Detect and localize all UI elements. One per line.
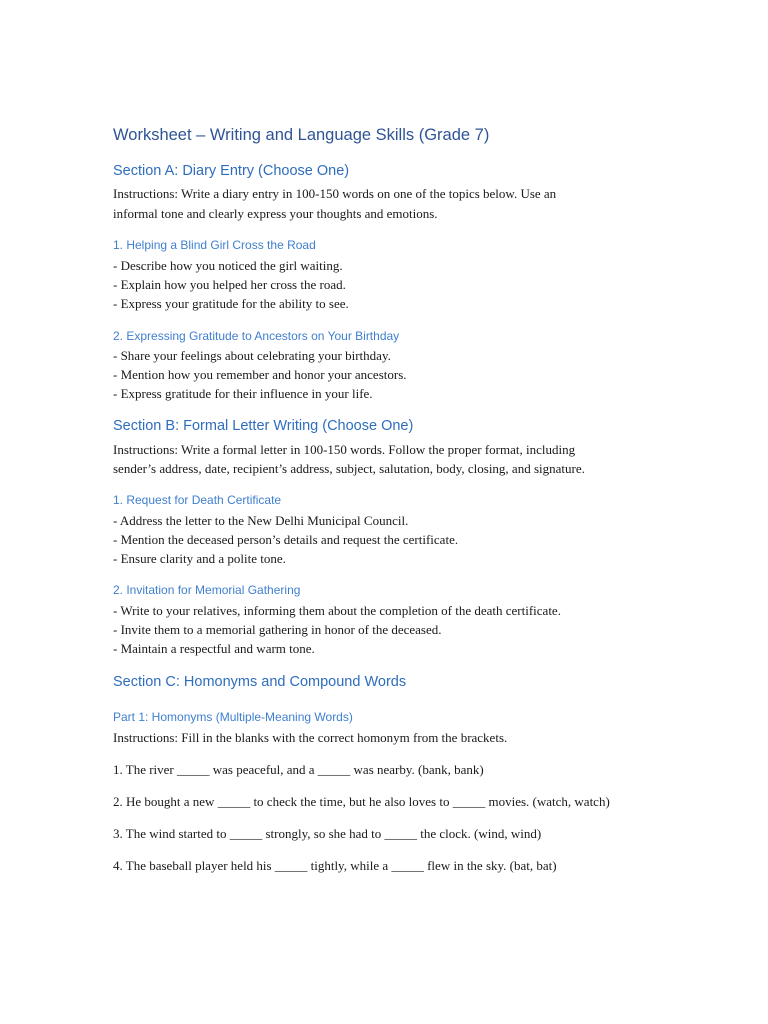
- section-a-topic-2-heading: 2. Expressing Gratitude to Ancestors on Your Birthday: [113, 329, 400, 343]
- section-b-topic-1-point: - Ensure clarity and a polite tone.: [113, 551, 286, 566]
- section-a-topic-1-point: - Describe how you noticed the girl waiting.: [113, 258, 343, 273]
- section-b-topic-1-heading: 1. Request for Death Certificate: [113, 493, 282, 507]
- section-c-part-1-heading: Part 1: Homonyms (Multiple-Meaning Words): [113, 710, 353, 724]
- section-a-instructions-line-2: informal tone and clearly express your thoughts and emotions.: [113, 206, 438, 221]
- section-b-topic-2-point: - Invite them to a memorial gathering in honor of the deceased.: [113, 622, 442, 637]
- section-a-heading: Section A: Diary Entry (Choose One): [113, 163, 350, 179]
- section-b-instructions-line-2: sender’s address, date, recipient’s address, subject, salutation, body, closing, and signature.: [113, 461, 585, 476]
- section-c-part-1-instructions: Instructions: Fill in the blanks with the correct homonym from the brackets.: [113, 730, 508, 745]
- section-a-topic-1-point: - Express your gratitude for the ability to see.: [113, 296, 349, 311]
- section-a-topic-1-point: - Explain how you helped her cross the road.: [113, 277, 346, 292]
- section-b-topic-1-point: - Address the letter to the New Delhi Municipal Council.: [113, 513, 409, 528]
- section-a-topic-2-point: - Mention how you remember and honor your ancestors.: [113, 367, 407, 382]
- section-b-instructions-line-1: Instructions: Write a formal letter in 100-150 words. Follow the proper format, including: [113, 442, 576, 457]
- homonym-question: 2. He bought a new _____ to check the time, but he also loves to _____ movies. (watch, watch): [113, 794, 610, 809]
- section-a-topic-1-heading: 1. Helping a Blind Girl Cross the Road: [113, 238, 316, 252]
- worksheet-title: Worksheet – Writing and Language Skills (Grade 7): [113, 126, 490, 144]
- homonym-question: 3. The wind started to _____ strongly, so she had to _____ the clock. (wind, wind): [113, 826, 542, 841]
- section-a-topic-2-point: - Express gratitude for their influence in your life.: [113, 386, 373, 401]
- section-b-topic-2-heading: 2. Invitation for Memorial Gathering: [113, 583, 301, 597]
- section-a-topic-2-point: - Share your feelings about celebrating your birthday.: [113, 348, 391, 363]
- section-a-instructions-line-1: Instructions: Write a diary entry in 100-150 words on one of the topics below. Use an: [113, 186, 557, 201]
- section-b-topic-1-point: - Mention the deceased person’s details and request the certificate.: [113, 532, 459, 547]
- section-b-topic-2-point: - Write to your relatives, informing them about the completion of the death certificate.: [113, 603, 561, 618]
- homonym-question: 1. The river _____ was peaceful, and a _____ was nearby. (bank, bank): [113, 762, 484, 777]
- homonym-question: 4. The baseball player held his _____ tightly, while a _____ flew in the sky. (bat, bat): [113, 858, 557, 873]
- section-b-heading: Section B: Formal Letter Writing (Choose One): [113, 418, 414, 434]
- section-c-heading: Section C: Homonyms and Compound Words: [113, 674, 407, 690]
- section-b-topic-2-point: - Maintain a respectful and warm tone.: [113, 641, 315, 656]
